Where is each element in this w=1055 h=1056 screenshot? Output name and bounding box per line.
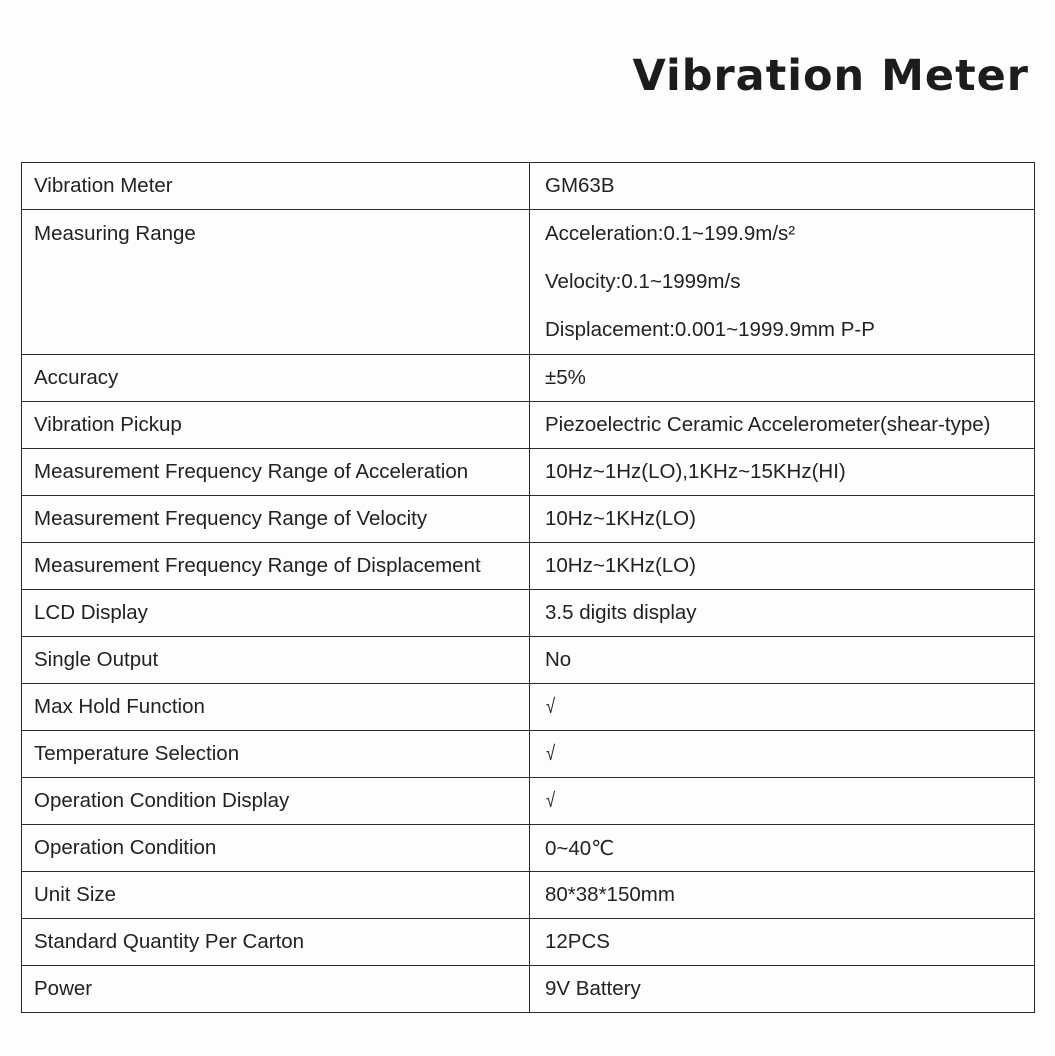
spec-label: Vibration Pickup [22,402,530,449]
table-row [22,778,1035,825]
spec-value: Piezoelectric Ceramic Accelerometer(shear-type) [530,402,1035,449]
spec-label: Accuracy [22,355,530,402]
spec-label: Measurement Frequency Range of Acceleration [22,449,530,496]
spec-label: Max Hold Function [22,684,530,731]
spec-table [21,162,1035,1013]
spec-label: Measurement Frequency Range of Displacement [22,543,530,590]
table-row [22,590,1035,637]
spec-label: Measuring Range [22,210,530,355]
spec-label: Unit Size [22,872,530,919]
spec-value [530,731,1035,778]
table-row [22,919,1035,966]
table-row [22,163,1035,210]
spec-label: Temperature Selection [22,731,530,778]
spec-value: No [530,637,1035,684]
spec-value: Acceleration:0.1~199.9m/s² [545,222,796,245]
table-row [22,543,1035,590]
checkmark-icon: √ [546,789,556,812]
spec-value: 3.5 digits display [530,590,1035,637]
table-row [22,402,1035,449]
spec-label: Measurement Frequency Range of Velocity [22,496,530,543]
spec-label: Vibration Meter [22,163,530,210]
spec-value [530,778,1035,825]
checkmark-icon: √ [546,742,556,765]
spec-value: 10Hz~1KHz(LO) [530,543,1035,590]
spec-value: ±5% [530,355,1035,402]
spec-value: Displacement:0.001~1999.9mm P-P [545,318,875,341]
table-row [22,825,1035,872]
spec-value: 10Hz~1Hz(LO),1KHz~15KHz(HI) [530,449,1035,496]
table-row [22,872,1035,919]
table-row [22,496,1035,543]
spec-value: GM63B [530,163,1035,210]
spec-label: Single Output [22,637,530,684]
table-row [22,210,1035,355]
table-row [22,966,1035,1013]
spec-value: 80*38*150mm [530,872,1035,919]
spec-value-group [530,210,1035,355]
table-row [22,449,1035,496]
spec-label: Operation Condition Display [22,778,530,825]
spec-value: 10Hz~1KHz(LO) [530,496,1035,543]
spec-label: Operation Condition [22,825,530,872]
spec-value: 9V Battery [530,966,1035,1013]
spec-label: Standard Quantity Per Carton [22,919,530,966]
spec-label: Power [22,966,530,1013]
spec-label: LCD Display [22,590,530,637]
spec-value: 12PCS [530,919,1035,966]
page-title: Vibration Meter [632,51,1029,101]
table-row [22,684,1035,731]
checkmark-icon: √ [546,695,556,718]
spec-value: Velocity:0.1~1999m/s [545,270,741,293]
spec-value [530,684,1035,731]
table-row [22,637,1035,684]
spec-value: 0~40℃ [530,825,1035,872]
table-row [22,731,1035,778]
table-row [22,355,1035,402]
